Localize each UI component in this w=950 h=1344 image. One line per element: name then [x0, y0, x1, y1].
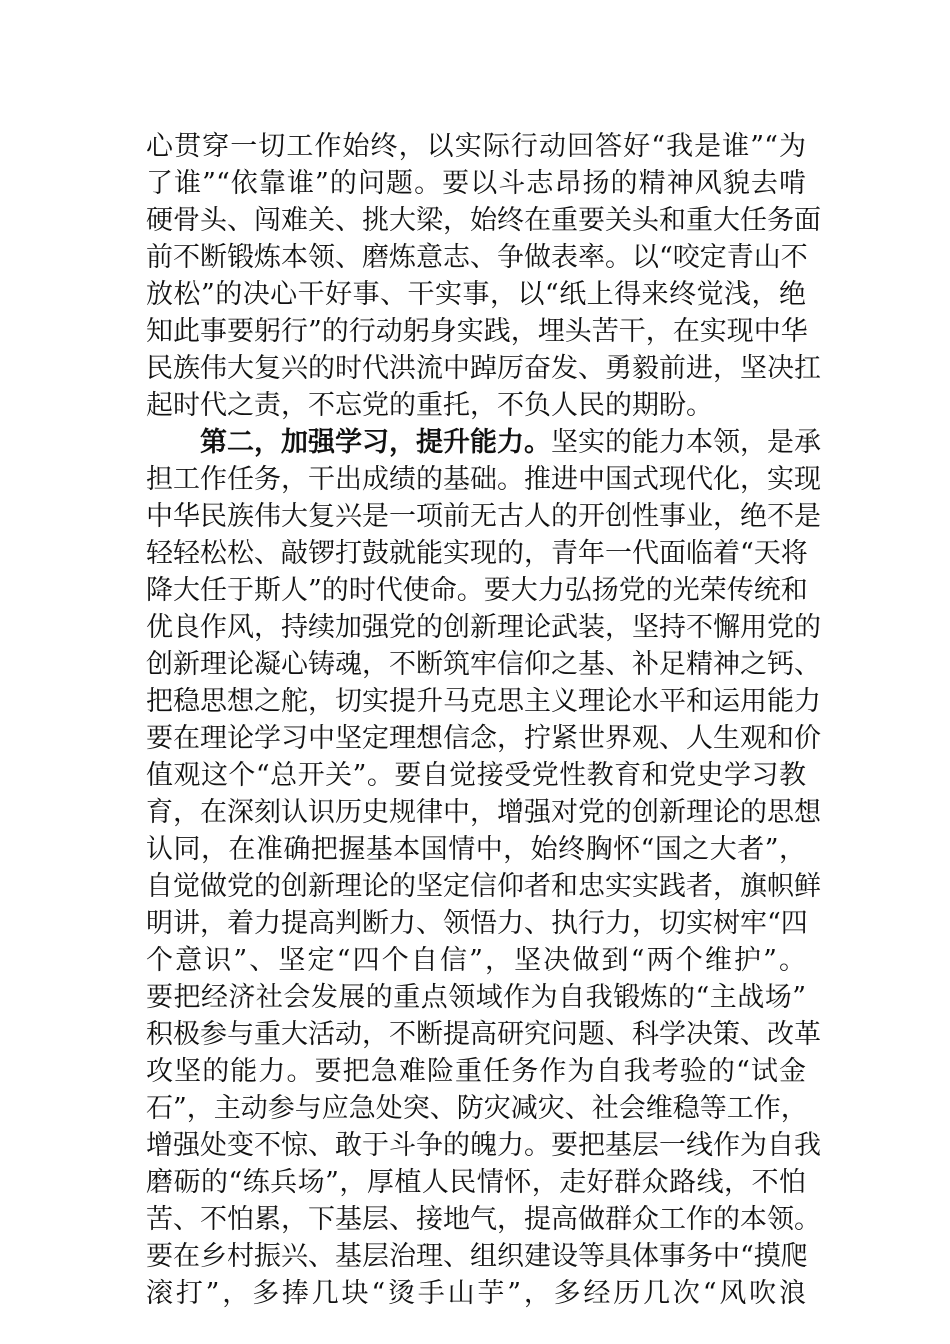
paragraph-2-line: 要把经济社会发展的重点领域作为自我锻炼的“主战场”	[146, 982, 806, 1013]
paragraph-2-line: 个意识”、坚定“四个自信”，坚决做到“两个维护”。	[146, 945, 806, 976]
paragraph-2-line: 增强处变不惊、敢于斗争的魄力。要把基层一线作为自我	[146, 1130, 821, 1161]
paragraph-1-line: 起时代之责，不忘党的重托，不负人民的期盼。	[146, 390, 713, 421]
paragraph-2-first-rest: 坚实的能力本领，是承	[551, 427, 821, 458]
paragraph-1-line: 硬骨头、闯难关、挑大梁，始终在重要关头和重大任务面	[146, 205, 821, 236]
paragraph-2-line: 担工作任务，干出成绩的基础。推进中国式现代化，实现	[146, 464, 821, 495]
paragraph-2-line: 中华民族伟大复兴是一项前无古人的开创性事业，绝不是	[146, 501, 821, 532]
paragraph-2-line: 积极参与重大活动，不断提高研究问题、科学决策、改革	[146, 1019, 821, 1050]
paragraph-1-line: 知此事要躬行”的行动躬身实践，埋头苦干，在实现中华	[146, 316, 808, 347]
paragraph-2-line: 滚打”，多捧几块“烫手山芋”，多经历几次“风吹浪	[146, 1278, 806, 1309]
paragraph-2-line: 要在乡村振兴、基层治理、组织建设等具体事务中“摸爬	[146, 1241, 808, 1272]
paragraph-1-line: 心贯穿一切工作始终，以实际行动回答好“我是谁”“为	[146, 131, 806, 162]
section-heading: 第二，加强学习，提升能力。	[200, 427, 551, 458]
paragraph-2-line: 把稳思想之舵，切实提升马克思主义理论水平和运用能力	[146, 686, 821, 717]
paragraph-1-line: 前不断锻炼本领、磨炼意志、争做表率。以“咬定青山不	[146, 242, 808, 273]
paragraph-2-line: 优良作风，持续加强党的创新理论武装，坚持不懈用党的	[146, 612, 821, 643]
paragraph-2-line: 值观这个“总开关”。要自觉接受党性教育和党史学习教	[146, 760, 806, 791]
paragraph-2-line: 要在理论学习中坚定理想信念，拧紧世界观、人生观和价	[146, 723, 821, 754]
paragraph-2-first-line	[146, 424, 821, 461]
paragraph-2-line: 认同，在准确把握基本国情中，始终胸怀“国之大者”，	[146, 834, 806, 865]
paragraph-2-line: 育，在深刻认识历史规律中，增强对党的创新理论的思想	[146, 797, 821, 828]
paragraph-2-line: 创新理论凝心铸魂，不断筑牢信仰之基、补足精神之钙、	[146, 649, 821, 680]
paragraph-2-line: 攻坚的能力。要把急难险重任务作为自我考验的“试金	[146, 1056, 806, 1087]
paragraph-1-line: 了谁”“依靠谁”的问题。要以斗志昂扬的精神风貌去啃	[146, 168, 806, 199]
paragraph-2-line: 降大任于斯人”的时代使命。要大力弘扬党的光荣传统和	[146, 575, 808, 606]
paragraph-2-line: 苦、不怕累，下基层、接地气，提高做群众工作的本领。	[146, 1204, 821, 1235]
paragraph-2-line: 自觉做党的创新理论的坚定信仰者和忠实实践者，旗帜鲜	[146, 871, 821, 902]
paragraph-2-line: 明讲，着力提高判断力、领悟力、执行力，切实树牢“四	[146, 908, 808, 939]
document-body	[146, 128, 821, 1312]
paragraph-2-line: 磨砺的“练兵场”，厚植人民情怀，走好群众路线，不怕	[146, 1167, 806, 1198]
paragraph-2-line: 轻轻松松、敲锣打鼓就能实现的，青年一代面临着“天将	[146, 538, 808, 569]
paragraph-2-line: 石”，主动参与应急处突、防灾减灾、社会维稳等工作，	[146, 1093, 808, 1124]
paragraph-1-line: 放松”的决心干好事、干实事，以“纸上得来终觉浅，绝	[146, 279, 806, 310]
paragraph-1-line: 民族伟大复兴的时代洪流中踔厉奋发、勇毅前进，坚决扛	[146, 353, 821, 384]
